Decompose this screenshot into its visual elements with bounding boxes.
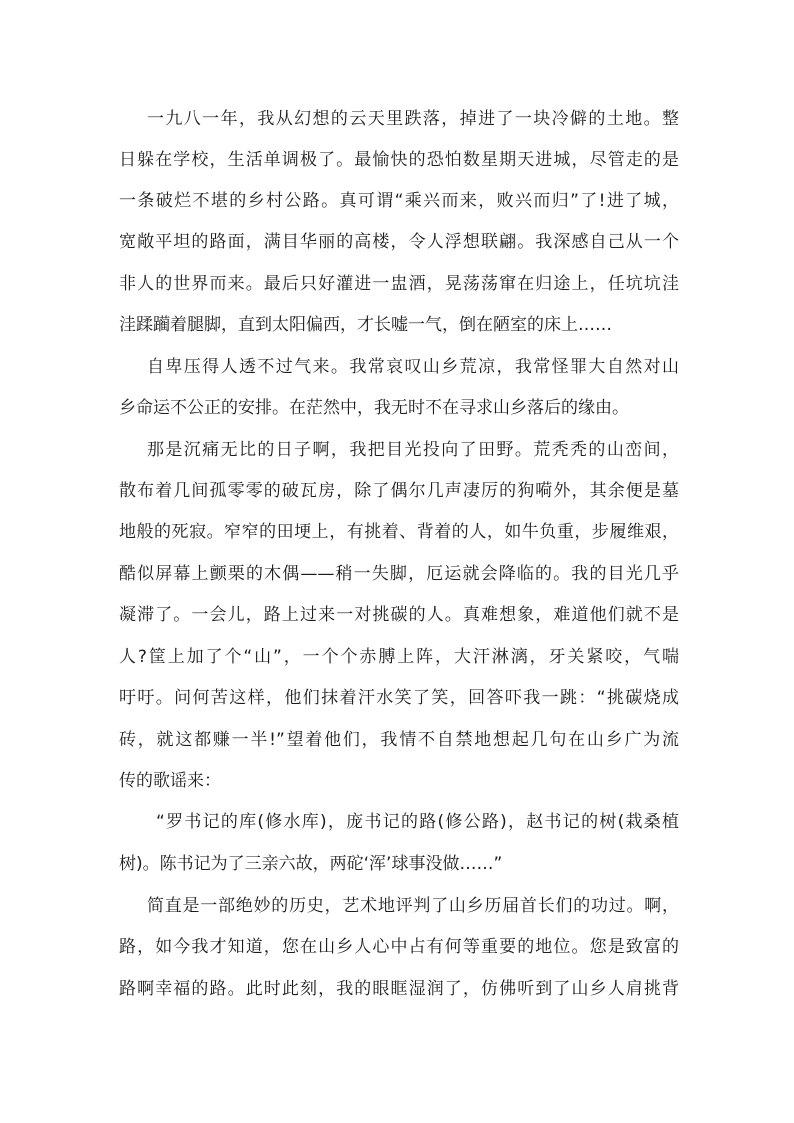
text-line: 自卑压得人透不过气来。我常哀叹山乡荒凉，我常怪罪大自然对山	[147, 357, 679, 377]
text-line: 一条破烂不堪的乡村公路。真可谓“乘兴而来，败兴而归”了!进了城，	[119, 191, 679, 211]
text-line: 一九八一年，我从幻想的云天里跌落，掉进了一块冷僻的土地。整	[147, 109, 679, 129]
text-line: 树)。陈书记为了三亲六故，两砣‘浑’球事没做……”	[119, 854, 503, 874]
text-line: 路啊幸福的路。此时此刻，我的眼眶湿润了，仿佛听到了山乡人肩挑背	[119, 979, 679, 999]
text-line: 那是沉痛无比的日子啊，我把目光投向了田野。荒秃秃的山峦间，	[147, 440, 679, 460]
text-line: 传的歌谣来：	[119, 771, 221, 791]
text-line: 非人的世界而来。最后只好灌进一盅酒，晃荡荡窜在归途上，任坑坑洼	[119, 274, 679, 294]
text-line: 洼蹂躏着腿脚，直到太阳偏西，才长嘘一气，倒在陋室的床上……	[119, 315, 612, 335]
text-line: 日躲在学校，生活单调极了。最愉快的恐怕数星期天进城，尽管走的是	[119, 150, 679, 170]
text-line: 砖，就这都赚一半!”望着他们，我情不自禁地想起几句在山乡广为流	[119, 730, 679, 750]
text-line: 乡命运不公正的安排。在茫然中，我无时不在寻求山乡落后的缘由。	[119, 398, 629, 418]
text-line: “罗书记的库(修水库)，庞书记的路(修公路)，赵书记的树(栽桑植	[156, 812, 679, 832]
text-line: 简直是一部绝妙的历史，艺术地评判了山乡历届首长们的功过。啊，	[147, 896, 679, 916]
text-line: 散布着几间孤零零的破瓦房，除了偶尔几声凄厉的狗嗬外，其余便是墓	[119, 481, 679, 501]
text-line: 路，如今我才知道，您在山乡人心中占有何等重要的地位。您是致富的	[119, 937, 679, 957]
text-line: 宽敞平坦的路面，满目华丽的高楼，令人浮想联翩。我深感自己从一个	[119, 232, 679, 252]
text-line: 酷似屏幕上颤栗的木偶——稍一失脚，厄运就会降临的。我的目光几乎	[119, 564, 679, 584]
text-line: 吁吁。问何苦这样，他们抹着汗水笑了笑，回答吓我一跳：“挑碳烧成	[119, 688, 679, 708]
text-line: 地般的死寂。窄窄的田埂上，有挑着、背着的人，如牛负重，步履维艰，	[119, 522, 679, 542]
text-line: 人?筐上加了个“山”，一个个赤膊上阵，大汗淋漓，牙关紧咬，气喘	[119, 647, 679, 667]
text-line: 凝滞了。一会儿，路上过来一对挑碳的人。真难想象，难道他们就不是	[119, 605, 679, 625]
